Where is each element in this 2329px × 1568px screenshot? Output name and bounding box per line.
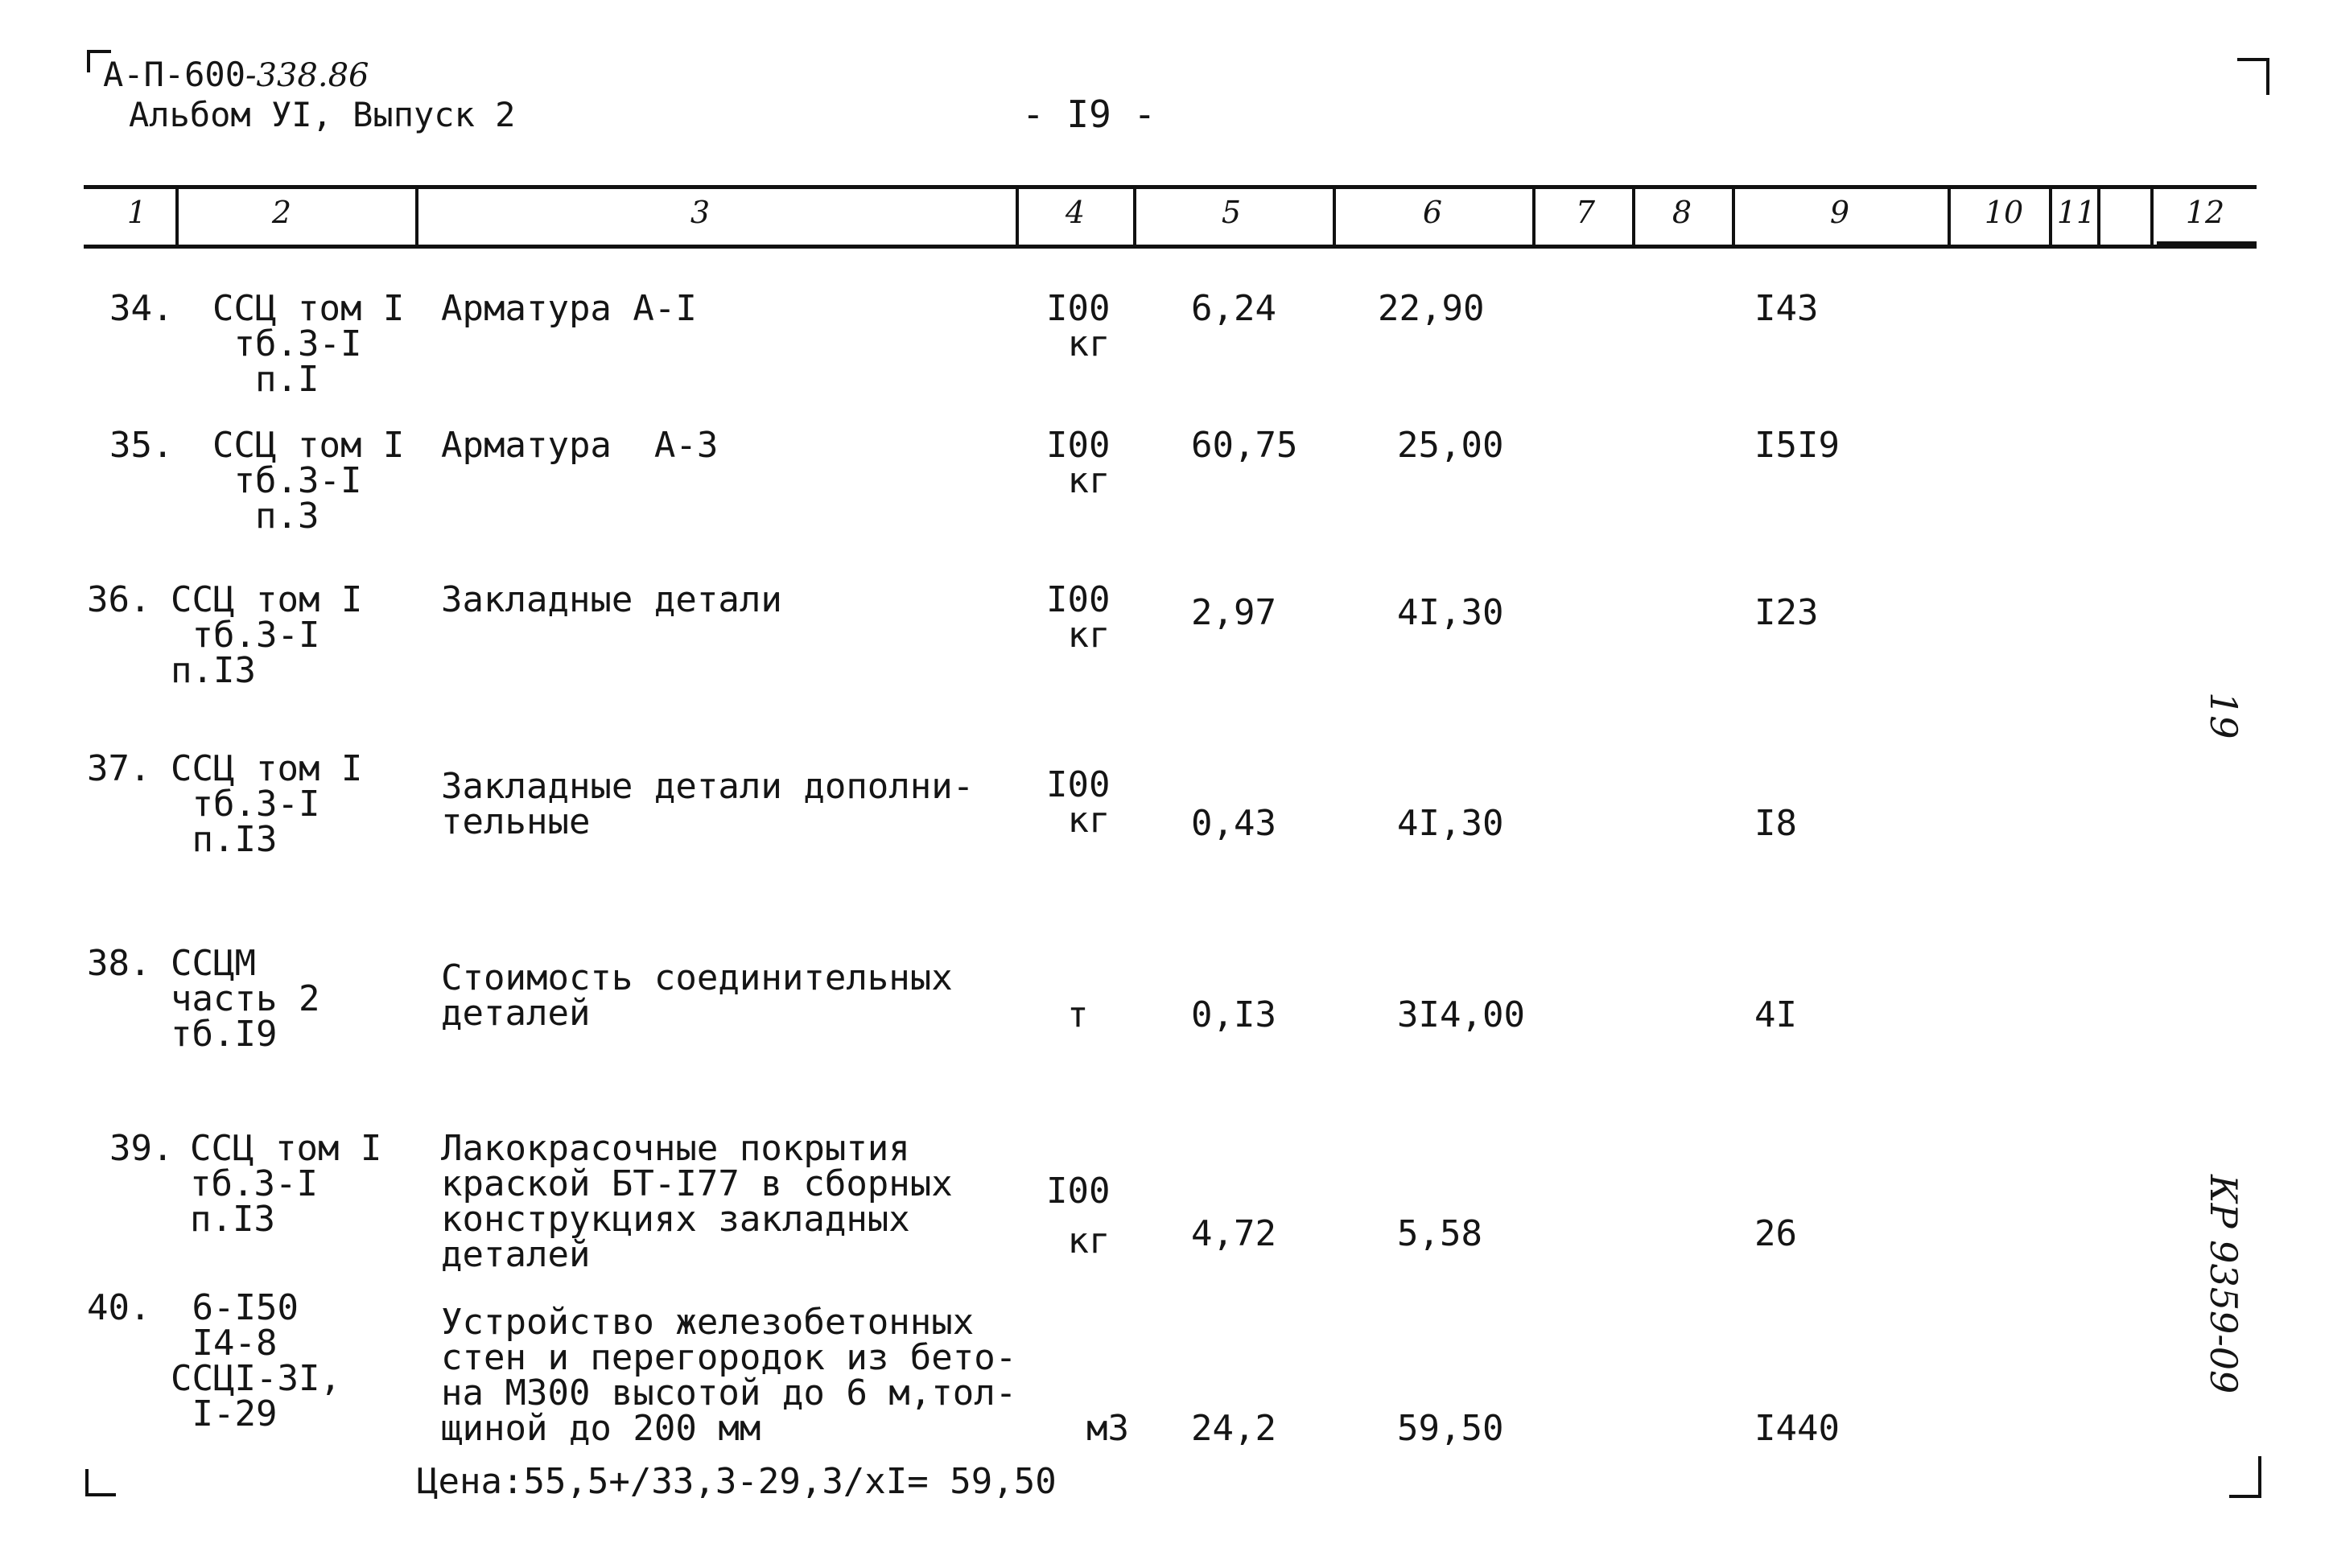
column-number: 10 [1984, 195, 2024, 230]
row-number: 38. [87, 943, 151, 984]
column-number: 4 [1065, 195, 1086, 230]
column-number: 1 [126, 195, 147, 230]
row-name: Арматура А-3 [441, 425, 719, 466]
row-total: I5I9 [1754, 425, 1840, 466]
column-number: 5 [1221, 195, 1242, 230]
row-name: Устройство железобетонных стен и перегородок из бето- на М300 высотой до 6 м,тол- щиной до 200 мм [441, 1302, 1017, 1449]
row-number: 35. [109, 425, 174, 466]
margin-document-code: КР 9359-09 [2202, 1175, 2245, 1394]
column-number: 7 [1575, 195, 1596, 230]
column-divider [1948, 187, 1951, 248]
column-divider [1333, 187, 1336, 248]
row-source: ССЦ том I тб.3-I п.3 [212, 425, 405, 537]
margin-page-mark: 19 [2202, 692, 2245, 739]
row-unit: I00 кг [1046, 764, 1111, 841]
row-name: Арматура А-I [441, 288, 697, 329]
row-quantity: 2,97 [1191, 592, 1276, 633]
row-total: 26 [1754, 1213, 1797, 1254]
row-unit: м3 [1086, 1408, 1129, 1449]
row-price: 4I,30 [1397, 803, 1504, 844]
row-price: 22,90 [1378, 288, 1485, 329]
row-unit: I00 кг [1046, 288, 1111, 364]
column-number: 8 [1672, 195, 1692, 230]
row-source: ССЦ том I тб.3-I п.I3 [190, 1128, 382, 1240]
column-divider [175, 187, 179, 248]
corner-mark-bottom-left [85, 1469, 116, 1496]
row-unit: I00 кг [1046, 579, 1111, 656]
row-quantity: 0,43 [1191, 803, 1276, 844]
row-quantity: 6,24 [1191, 288, 1276, 329]
row-number: 37. [87, 748, 151, 789]
row-price: 59,50 [1397, 1408, 1504, 1449]
row-name: Закладные детали дополни- тельные [441, 766, 975, 842]
column-divider [1016, 187, 1019, 248]
column-number: 12 [2185, 195, 2225, 230]
row-total: I43 [1754, 288, 1819, 329]
row-total: 4I [1754, 994, 1797, 1035]
price-calculation-note: Цена:55,5+/33,3-29,3/хI= 59,50 [417, 1461, 1057, 1502]
column-number: 3 [690, 195, 711, 230]
corner-mark-bottom-right [2229, 1456, 2261, 1498]
column-divider [415, 187, 418, 248]
row-price: 5,58 [1397, 1213, 1482, 1254]
row-number: 34. [109, 288, 174, 329]
handwritten-code: -338.86 [245, 57, 369, 94]
corner-mark-top-right [2237, 58, 2269, 95]
row-total: I440 [1754, 1408, 1840, 1449]
row-source: ССЦМ часть 2 тб.I9 [171, 943, 320, 1055]
row-unit: т [1067, 994, 1089, 1035]
row-source: 6-I50 I4-8 ССЦI-3I, I-29 [171, 1287, 341, 1434]
document-code: А-П-600-338.86 [103, 55, 369, 94]
column-number: 2 [271, 195, 292, 230]
row-total: I8 [1754, 803, 1797, 844]
row-name: Закладные детали [441, 579, 782, 620]
column-divider [2150, 187, 2154, 248]
row-number: 40. [87, 1287, 151, 1328]
row-price: 4I,30 [1397, 592, 1504, 633]
column-number: 11 [2056, 195, 2096, 230]
row-quantity: 60,75 [1191, 425, 1298, 466]
table-header-rule [84, 245, 2257, 249]
row-name: Стоимость соединительных деталей [441, 957, 953, 1034]
row-unit: I00 кг [1046, 425, 1111, 501]
row-quantity: 24,2 [1191, 1408, 1276, 1449]
page-number: - I9 - [1022, 93, 1156, 136]
row-name: Лакокрасочные покрытия краской БТ-I77 в сборных конструкциях закладных деталей [441, 1128, 953, 1275]
row-price: 25,00 [1397, 425, 1504, 466]
row-quantity: 4,72 [1191, 1213, 1276, 1254]
row-number: 39. [109, 1128, 174, 1169]
row-price: 3I4,00 [1397, 994, 1525, 1035]
row-quantity: 0,I3 [1191, 994, 1276, 1035]
column-divider [1732, 187, 1735, 248]
row-source: ССЦ том I тб.3-I п.I3 [171, 579, 363, 691]
row-number: 36. [87, 579, 151, 620]
row-source: ССЦ том I тб.3-I п.I [212, 288, 405, 400]
header-rule-12 [2157, 241, 2257, 245]
album-title: Альбом УI, Выпуск 2 [129, 95, 516, 134]
table-top-rule [84, 185, 2257, 189]
column-divider [1632, 187, 1635, 248]
column-divider [1133, 187, 1136, 248]
column-divider [1532, 187, 1535, 248]
row-total: I23 [1754, 592, 1819, 633]
row-unit: I00 кг [1046, 1171, 1111, 1261]
column-number: 6 [1422, 195, 1443, 230]
row-source: ССЦ том I тб.3-I п.I3 [171, 748, 363, 860]
column-number: 9 [1829, 195, 1850, 230]
